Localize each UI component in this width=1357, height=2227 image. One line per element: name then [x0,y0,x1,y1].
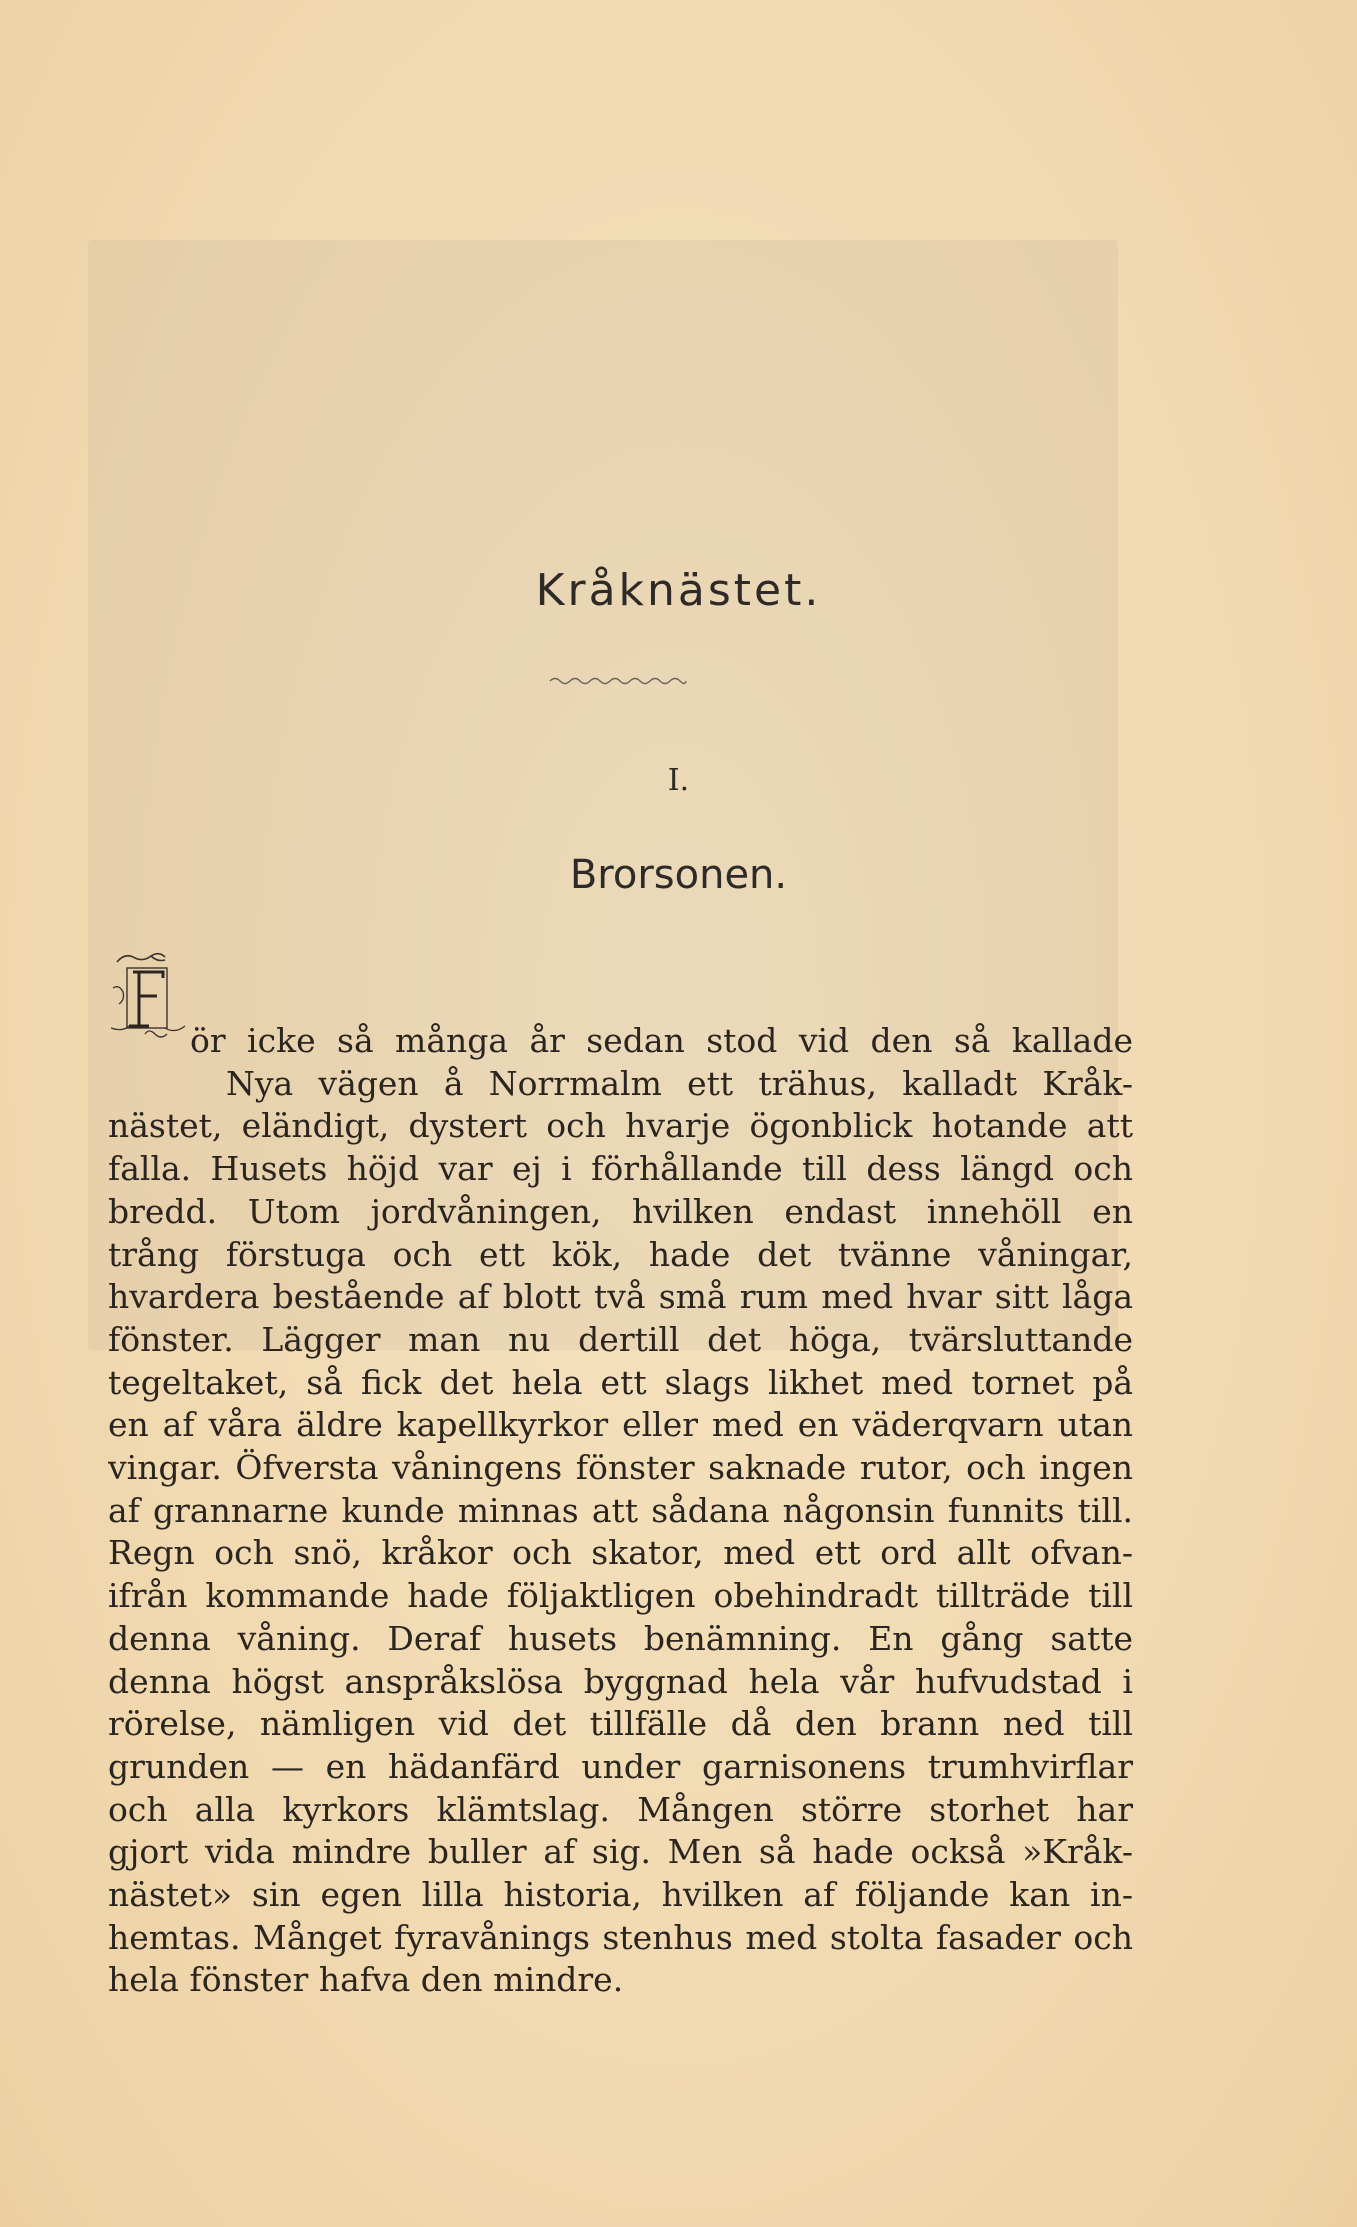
text-line: denna högst anspråkslösa byggnad hela vår hufvudstad i [108,1661,1133,1701]
text-line: vingar. Öfversta våningens fönster saknade rutor, och ingen [108,1448,1133,1488]
text-line: hela fönster hafva den mindre. [108,1960,624,2000]
text-line: hemtas. Månget fyravånings stenhus med stolta fasader och [108,1917,1133,1957]
text-line: denna våning. Deraf husets benämning. En gång satte [108,1618,1133,1658]
body-paragraph [108,1020,1133,2002]
text-line: grunden — en hädanfärd under garnisonens trumhvirflar [108,1746,1133,1786]
text-line: ör icke så många år sedan stod vid den så kallade [190,1021,1133,1060]
text-line: rörelse, nämligen vid det tillfälle då den brann ned till [108,1704,1133,1744]
chapter-number: I. [667,763,690,798]
text-line: falla. Husets höjd var ej i förhållande till dess längd och [108,1149,1133,1189]
text-line: trång förstuga och ett kök, hade det tvänne våningar, [108,1234,1133,1274]
page-title: Kråknästet. [535,565,822,616]
text-line: af grannarne kunde minnas att sådana någonsin funnits till. [108,1490,1133,1530]
text-line: och alla kyrkors klämtslag. Mången större storhet har [108,1789,1133,1829]
text-line: fönster. Lägger man nu dertill det höga, tvärsluttande [108,1319,1133,1359]
text-line: Nya vägen å Norrmalm ett trähus, kalladt Kråk- [226,1063,1133,1103]
text-line: nästet, eländigt, dystert och hvarje ögonblick hotande att [108,1106,1133,1146]
text-line: en af våra äldre kapellkyrkor eller med en väderqvarn utan [108,1405,1133,1445]
text-line: Regn och snö, kråkor och skator, med ett ord allt ofvan- [108,1533,1133,1573]
text-line: nästet» sin egen lilla historia, hvilken af följande kan in- [108,1875,1133,1915]
text-line: tegeltaket, så fick det hela ett slags likhet med tornet på [108,1362,1133,1402]
text-line: ifrån kommande hade följaktligen obehindradt tillträde till [108,1576,1133,1616]
wavy-ornament-icon [548,672,688,684]
text-line: gjort vida mindre buller af sig. Men så hade också »Kråk- [108,1832,1133,1872]
text-line: hvardera bestående af blott två små rum med hvar sitt låga [108,1277,1133,1317]
text-line: bredd. Utom jordvåningen, hvilken endast innehöll en [108,1191,1133,1231]
chapter-title: Brorsonen. [569,852,788,898]
